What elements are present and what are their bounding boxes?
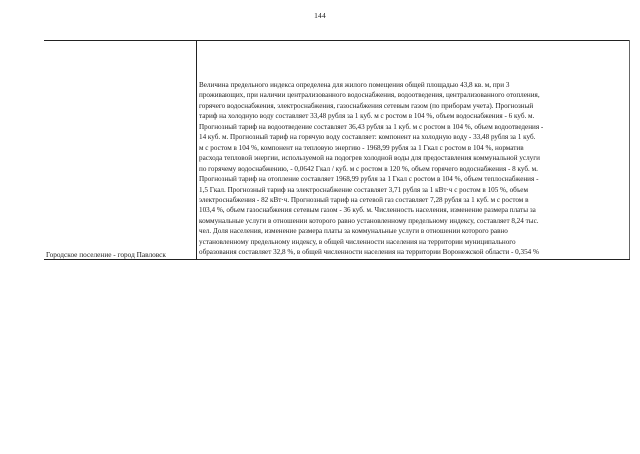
page-number: 144 — [314, 11, 326, 20]
indicator-description-cell — [199, 80, 626, 258]
table-right-edge — [629, 40, 630, 259]
indicator-line: 1,5 Гкал. Прогнозный тариф на электроснабжение составляет 3,71 рубля за 1 кВт·ч с ростом в 105 %, объем — [199, 185, 528, 194]
municipality-name-cell: Городское поселение - город Павловск — [46, 250, 166, 259]
column-divider — [196, 40, 197, 259]
indicator-line: 14 куб. м. Прогнозный тариф на горячую воду составляет: компонент на холодную воду - 33,48 рубля за 1 куб. — [199, 133, 536, 142]
indicator-line: горячего водоснабжения, электроснабжения, газоснабжения сетевым газом (по приборам учета). Прогнозный — [199, 101, 534, 110]
indicator-line: 103,4 %, объем газоснабжения сетевым газом - 36 куб. м. Численность населения, изменение размера платы за — [199, 206, 536, 215]
indicator-line: Величина предельного индекса определена для жилого помещения общей площадью 43,8 кв. м, при 3 — [199, 81, 510, 89]
indicator-line: установленному предельному индексу, в общей численности населения на территории муниципального — [199, 237, 516, 246]
indicator-line: коммунальные услуги в отношении которого равно установленному предельному индексу, составляет 8,24 тыс. — [199, 216, 539, 225]
indicator-line: по горячему водоснабжению, - 0,0642 Гкал / куб. м с ростом в 120 %, объем горячего водоснабжения - 8 куб. м. — [199, 164, 538, 173]
indicator-line: образования составляет 32,8 %, в общей численности населения на территории Воронежской области - 0,354 % — [199, 248, 539, 257]
indicator-line: расхода тепловой энергии, используемой на подогрев холодной воды для предоставления коммунальной услуги — [199, 154, 540, 163]
indicator-line: электроснабжения - 82 кВт·ч. Прогнозный тариф на сетевой газ составляет 7,28 рубля за 1 куб. м с ростом в — [199, 195, 529, 204]
table-bottom-rule — [44, 259, 630, 260]
indicator-line: м с ростом в 104 %, компонент на тепловую энергию - 1968,99 рубля за 1 Гкал с ростом в 104 %, норматив — [199, 143, 524, 152]
table-top-rule — [44, 40, 630, 41]
indicator-line: чел. Доля населения, изменение размера платы за коммунальные услуги в отношении которого равно — [199, 227, 508, 236]
indicator-line: Прогнозный тариф на отопление составляет 1968,99 рубля за 1 Гкал с ростом в 104 %, объем теплоснабжения - — [199, 175, 539, 184]
indicator-line: тариф на холодную воду составляет 33,48 рубля за 1 куб. м с ростом в 104 %, объем водоснабжения - 6 куб. м. — [199, 112, 535, 121]
indicator-line: Прогнозный тариф на водоотведение составляет 36,43 рубля за 1 куб. м с ростом в 104 %, объем водоотведения - — [199, 122, 544, 131]
indicator-line: проживающих, при наличии централизованного водоснабжения, водоотведения, централизованного отопления, — [199, 91, 540, 100]
